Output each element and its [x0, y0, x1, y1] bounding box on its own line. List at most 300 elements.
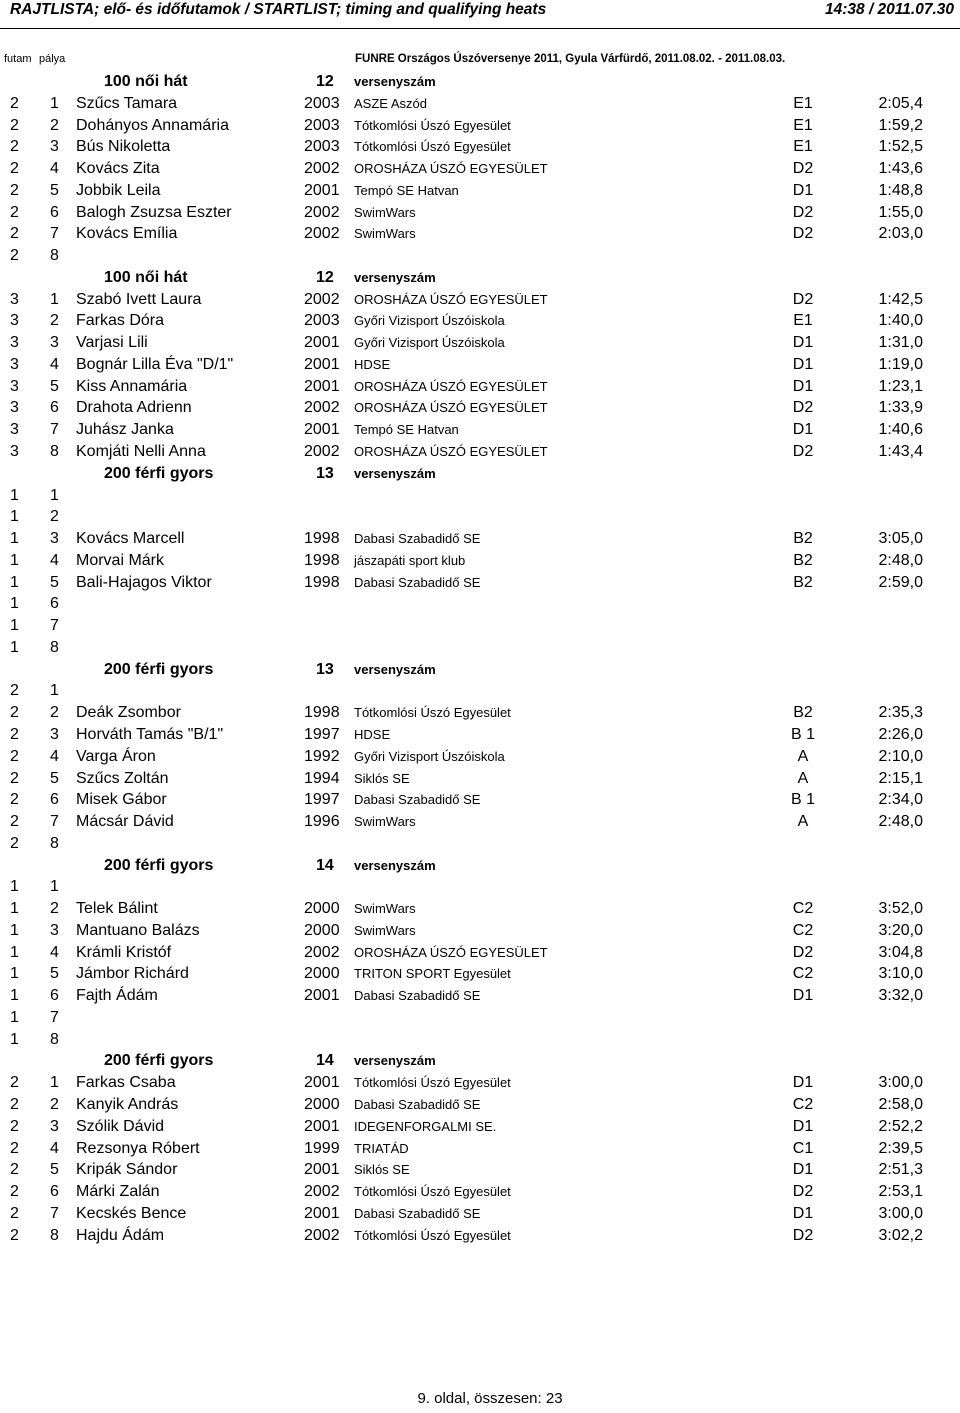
heat-number: 2 — [10, 225, 19, 243]
lane-number: 1 — [50, 878, 59, 896]
table-row — [0, 115, 960, 137]
age-category: B 1 — [790, 791, 815, 809]
birth-year: 2003 — [304, 312, 340, 330]
table-row — [0, 789, 960, 811]
age-category: D2 — [792, 443, 814, 461]
swimmer-name: Szólik Dávid — [76, 1117, 165, 1135]
table-row — [0, 485, 960, 507]
club-name: Dabasi Szabadidő SE — [354, 531, 481, 547]
table-row — [0, 550, 960, 572]
age-category: B2 — [793, 530, 813, 548]
lane-number: 2 — [50, 312, 59, 330]
table-row — [0, 289, 960, 311]
heat-number: 2 — [10, 791, 19, 809]
lane-number: 2 — [50, 704, 59, 722]
table-row — [0, 942, 960, 964]
age-category: D2 — [792, 290, 814, 308]
lane-column-label: pálya — [39, 53, 66, 65]
age-category: D1 — [792, 421, 814, 439]
table-row — [0, 1225, 960, 1247]
swimmer-name: Kanyik András — [76, 1095, 179, 1113]
entry-time: 3:32,0 — [878, 987, 923, 1005]
age-category: D2 — [792, 203, 814, 221]
heat-number: 2 — [10, 1204, 19, 1222]
swimmer-name: Márki Zalán — [76, 1183, 160, 1201]
age-category: D2 — [792, 1226, 814, 1244]
birth-year: 2001 — [304, 1074, 340, 1092]
birth-year: 2000 — [304, 921, 340, 939]
table-row — [0, 419, 960, 441]
club-name: OROSHÁZA ÚSZÓ EGYESÜLET — [354, 291, 548, 307]
heat-number: 3 — [10, 355, 19, 373]
table-row — [0, 1159, 960, 1181]
lane-number: 8 — [50, 638, 59, 656]
age-category: A — [797, 747, 809, 765]
club-name: Dabasi Szabadidő SE — [354, 1205, 481, 1221]
heat-number: 1 — [10, 595, 19, 613]
event-title: 200 férfi gyors — [104, 1052, 214, 1070]
lane-number: 7 — [50, 813, 59, 831]
age-category: E1 — [793, 312, 813, 330]
page-footer: 9. oldal, összesen: 23 — [417, 1390, 563, 1407]
startlist — [0, 71, 960, 1246]
table-row — [0, 615, 960, 637]
heat-number: 2 — [10, 1161, 19, 1179]
lane-number: 3 — [50, 1117, 59, 1135]
heat-column-label: futam — [4, 53, 32, 65]
lane-number: 2 — [50, 508, 59, 526]
age-category: D1 — [792, 1117, 814, 1135]
swimmer-name: Farkas Csaba — [76, 1074, 176, 1092]
swimmer-name: Krámli Kristóf — [76, 943, 172, 961]
swimmer-name: Mácsár Dávid — [76, 813, 174, 831]
lane-number: 7 — [50, 1204, 59, 1222]
lane-number: 4 — [50, 160, 59, 178]
age-category: B 1 — [790, 725, 815, 743]
heat-number: 2 — [10, 203, 19, 221]
heat-number: 2 — [10, 1117, 19, 1135]
lane-number: 6 — [50, 987, 59, 1005]
birth-year: 2003 — [304, 116, 340, 134]
club-name: Tótkomlósi Úszó Egyesület — [354, 705, 511, 721]
table-row — [0, 724, 960, 746]
swimmer-name: Telek Bálint — [76, 900, 158, 918]
entry-time: 1:48,8 — [878, 181, 923, 199]
lane-number: 4 — [50, 943, 59, 961]
age-category: D2 — [792, 225, 814, 243]
table-row — [0, 202, 960, 224]
heat-number: 3 — [10, 334, 19, 352]
swimmer-name: Kovács Marcell — [76, 530, 185, 548]
lane-number: 4 — [50, 551, 59, 569]
club-name: HDSE — [354, 356, 391, 372]
lane-number: 3 — [50, 921, 59, 939]
club-name: Győri Vizisport Úszóiskola — [354, 335, 505, 351]
event-number-label: versenyszám — [354, 661, 436, 677]
birth-year: 1998 — [304, 704, 340, 722]
table-row — [0, 1094, 960, 1116]
heat-number: 2 — [10, 94, 19, 112]
age-category: D1 — [792, 181, 814, 199]
entry-time: 3:05,0 — [878, 530, 923, 548]
birth-year: 2000 — [304, 900, 340, 918]
heat-number: 2 — [10, 138, 19, 156]
table-row — [0, 332, 960, 354]
club-name: OROSHÁZA ÚSZÓ EGYESÜLET — [354, 378, 548, 394]
swimmer-name: Farkas Dóra — [76, 312, 165, 330]
birth-year: 1998 — [304, 551, 340, 569]
entry-time: 1:42,5 — [878, 290, 923, 308]
entry-time: 2:39,5 — [878, 1139, 923, 1157]
birth-year: 2001 — [304, 1161, 340, 1179]
entry-time: 2:48,0 — [878, 813, 923, 831]
lane-number: 5 — [50, 965, 59, 983]
age-category: C2 — [792, 965, 814, 983]
club-name: SwimWars — [354, 922, 416, 938]
lane-number: 3 — [50, 138, 59, 156]
lane-number: 4 — [50, 355, 59, 373]
age-category: C2 — [792, 1095, 814, 1113]
event-number: 12 — [316, 268, 334, 286]
event-number-label: versenyszám — [354, 269, 436, 285]
entry-time: 2:26,0 — [878, 725, 923, 743]
event-number-label: versenyszám — [354, 74, 436, 89]
table-row — [0, 441, 960, 463]
entry-time: 1:59,2 — [878, 116, 923, 134]
entry-time: 1:43,6 — [878, 160, 923, 178]
event-title: 200 férfi gyors — [104, 464, 214, 482]
heat-number: 2 — [10, 1074, 19, 1092]
heat-number: 1 — [10, 1008, 19, 1026]
event-number: 12 — [316, 73, 334, 90]
heat-number: 1 — [10, 921, 19, 939]
entry-time: 3:20,0 — [878, 921, 923, 939]
club-name: Tempó SE Hatvan — [354, 182, 459, 198]
heat-number: 3 — [10, 290, 19, 308]
age-category: B2 — [793, 551, 813, 569]
entry-time: 2:05,4 — [878, 94, 923, 112]
heat-number: 2 — [10, 1183, 19, 1201]
table-row — [0, 136, 960, 158]
swimmer-name: Varga Áron — [76, 747, 156, 765]
age-category: D1 — [792, 1074, 814, 1092]
age-category: D1 — [792, 355, 814, 373]
timestamp: 14:38 / 2011.07.30 — [825, 1, 954, 18]
heat-number: 2 — [10, 1226, 19, 1244]
entry-time: 2:53,1 — [878, 1183, 923, 1201]
birth-year: 1998 — [304, 530, 340, 548]
entry-time: 3:52,0 — [878, 900, 923, 918]
lane-number: 5 — [50, 377, 59, 395]
age-category: A — [797, 813, 809, 831]
birth-year: 1997 — [304, 725, 340, 743]
heat-number: 1 — [10, 943, 19, 961]
birth-year: 1999 — [304, 1139, 340, 1157]
entry-time: 1:52,5 — [878, 138, 923, 156]
heat-number: 2 — [10, 1095, 19, 1113]
heat-number: 1 — [10, 551, 19, 569]
entry-time: 2:34,0 — [878, 791, 923, 809]
lane-number: 3 — [50, 334, 59, 352]
club-name: Tempó SE Hatvan — [354, 422, 459, 438]
entry-time: 1:23,1 — [878, 377, 923, 395]
lane-number: 5 — [50, 573, 59, 591]
table-row — [0, 93, 960, 115]
birth-year: 2000 — [304, 965, 340, 983]
lane-number: 1 — [50, 1074, 59, 1092]
table-row — [0, 223, 960, 245]
club-name: IDEGENFORGALMI SE. — [354, 1118, 497, 1134]
lane-number: 5 — [50, 181, 59, 199]
entry-time: 1:43,4 — [878, 443, 923, 461]
swimmer-name: Kovács Zita — [76, 160, 160, 178]
club-name: TRIATÁD — [354, 1140, 409, 1156]
heat-number: 1 — [10, 508, 19, 526]
club-name: SwimWars — [354, 204, 416, 220]
entry-time: 1:31,0 — [878, 334, 923, 352]
heat-number: 3 — [10, 421, 19, 439]
event-header-row — [0, 267, 960, 289]
club-name: SwimWars — [354, 901, 416, 917]
table-row — [0, 833, 960, 855]
entry-time: 2:51,3 — [878, 1161, 923, 1179]
table-row — [0, 637, 960, 659]
swimmer-name: Jobbik Leila — [76, 181, 161, 199]
swimmer-name: Juhász Janka — [76, 421, 174, 439]
birth-year: 2000 — [304, 1095, 340, 1113]
lane-number: 7 — [50, 421, 59, 439]
entry-time: 1:19,0 — [878, 355, 923, 373]
entry-time: 3:02,2 — [878, 1226, 923, 1244]
swimmer-name: Szabó Ivett Laura — [76, 290, 202, 308]
event-number: 14 — [316, 856, 334, 874]
birth-year: 2001 — [304, 1204, 340, 1222]
club-name: jászapáti sport klub — [354, 552, 466, 568]
event-number: 13 — [316, 660, 334, 678]
table-row — [0, 180, 960, 202]
swimmer-name: Rezsonya Róbert — [76, 1139, 200, 1157]
age-category: C2 — [792, 900, 814, 918]
entry-time: 1:33,9 — [878, 399, 923, 417]
club-name: Tótkomlósi Úszó Egyesület — [354, 1075, 511, 1091]
lane-number: 6 — [50, 203, 59, 221]
event-title: 100 női hát — [104, 73, 188, 90]
event-number-label: versenyszám — [354, 857, 436, 873]
event-title: 100 női hát — [104, 268, 188, 286]
birth-year: 2001 — [304, 1117, 340, 1135]
table-row — [0, 680, 960, 702]
birth-year: 1992 — [304, 747, 340, 765]
entry-time: 2:10,0 — [878, 747, 923, 765]
birth-year: 2001 — [304, 181, 340, 199]
heat-number: 2 — [10, 247, 19, 265]
birth-year: 2001 — [304, 334, 340, 352]
table-row — [0, 920, 960, 942]
table-row — [0, 158, 960, 180]
club-name: Dabasi Szabadidő SE — [354, 1096, 481, 1112]
event-number: 13 — [316, 464, 334, 482]
club-name: SwimWars — [354, 226, 416, 242]
club-name: Győri Vizisport Úszóiskola — [354, 313, 505, 329]
event-header-row — [0, 463, 960, 485]
heat-number: 1 — [10, 638, 19, 656]
swimmer-name: Kecskés Bence — [76, 1204, 187, 1222]
age-category: D1 — [792, 987, 814, 1005]
heat-number: 1 — [10, 573, 19, 591]
entry-time: 3:10,0 — [878, 965, 923, 983]
club-name: Dabasi Szabadidő SE — [354, 988, 481, 1004]
lane-number: 8 — [50, 834, 59, 852]
table-row — [0, 1181, 960, 1203]
lane-number: 1 — [50, 94, 59, 112]
event-number-label: versenyszám — [354, 465, 436, 481]
birth-year: 2002 — [304, 1183, 340, 1201]
heat-number: 2 — [10, 747, 19, 765]
club-name: OROSHÁZA ÚSZÓ EGYESÜLET — [354, 444, 548, 460]
heat-number: 2 — [10, 1139, 19, 1157]
age-category: B2 — [793, 704, 813, 722]
table-row — [0, 310, 960, 332]
event-number-label: versenyszám — [354, 1053, 436, 1069]
heat-number: 2 — [10, 813, 19, 831]
birth-year: 2001 — [304, 377, 340, 395]
club-name: Tótkomlósi Úszó Egyesület — [354, 1184, 511, 1200]
lane-number: 5 — [50, 769, 59, 787]
lane-number: 6 — [50, 595, 59, 613]
birth-year: 1997 — [304, 791, 340, 809]
entry-time: 2:03,0 — [878, 225, 923, 243]
swimmer-name: Kovács Emília — [76, 225, 178, 243]
lane-number: 6 — [50, 1183, 59, 1201]
lane-number: 6 — [50, 791, 59, 809]
birth-year: 2002 — [304, 399, 340, 417]
lane-number: 3 — [50, 725, 59, 743]
heat-number: 2 — [10, 160, 19, 178]
table-row — [0, 1007, 960, 1029]
birth-year: 2002 — [304, 1226, 340, 1244]
entry-time: 3:04,8 — [878, 943, 923, 961]
club-name: OROSHÁZA ÚSZÓ EGYESÜLET — [354, 400, 548, 416]
heat-number: 2 — [10, 682, 19, 700]
event-header-row — [0, 659, 960, 681]
swimmer-name: Hajdu Ádám — [76, 1226, 165, 1244]
heat-number: 1 — [10, 965, 19, 983]
table-row — [0, 898, 960, 920]
lane-number: 7 — [50, 1008, 59, 1026]
lane-number: 2 — [50, 116, 59, 134]
age-category: E1 — [793, 116, 813, 134]
table-row — [0, 1203, 960, 1225]
swimmer-name: Kiss Annamária — [76, 377, 188, 395]
table-row — [0, 811, 960, 833]
club-name: Tótkomlósi Úszó Egyesület — [354, 117, 511, 133]
table-row — [0, 768, 960, 790]
event-header-row — [0, 855, 960, 877]
age-category: E1 — [793, 138, 813, 156]
table-row — [0, 572, 960, 594]
lane-number: 1 — [50, 486, 59, 504]
age-category: D1 — [792, 1204, 814, 1222]
heat-number: 2 — [10, 725, 19, 743]
swimmer-name: Balogh Zsuzsa Eszter — [76, 203, 232, 221]
entry-time: 2:35,3 — [878, 704, 923, 722]
lane-number: 8 — [50, 247, 59, 265]
page-title: RAJTLISTA; elő- és időfutamok / STARTLIST; timing and qualifying heats — [10, 1, 547, 18]
birth-year: 1996 — [304, 813, 340, 831]
swimmer-name: Bognár Lilla Éva "D/1" — [76, 355, 234, 373]
age-category: B2 — [793, 573, 813, 591]
birth-year: 2002 — [304, 943, 340, 961]
lane-number: 2 — [50, 1095, 59, 1113]
club-name: Dabasi Szabadidő SE — [354, 792, 481, 808]
heat-number: 1 — [10, 878, 19, 896]
event-title: 200 férfi gyors — [104, 660, 214, 678]
table-row — [0, 397, 960, 419]
competition-name: FUNRE Országos Úszóversenye 2011, Gyula Várfürdő, 2011.08.02. - 2011.08.03. — [355, 53, 786, 65]
swimmer-name: Bús Nikoletta — [76, 138, 171, 156]
birth-year: 2001 — [304, 421, 340, 439]
table-row — [0, 985, 960, 1007]
club-name: ASZE Aszód — [354, 95, 427, 111]
birth-year: 2002 — [304, 203, 340, 221]
lane-number: 1 — [50, 290, 59, 308]
club-name: SwimWars — [354, 814, 416, 830]
age-category: D1 — [792, 334, 814, 352]
heat-number: 2 — [10, 704, 19, 722]
event-title: 200 férfi gyors — [104, 856, 214, 874]
table-row — [0, 746, 960, 768]
heat-number: 2 — [10, 834, 19, 852]
entry-time: 2:58,0 — [878, 1095, 923, 1113]
birth-year: 2003 — [304, 138, 340, 156]
heat-number: 1 — [10, 1030, 19, 1048]
club-name: OROSHÁZA ÚSZÓ EGYESÜLET — [354, 944, 548, 960]
entry-time: 1:40,6 — [878, 421, 923, 439]
event-header-row — [0, 71, 960, 93]
entry-time: 2:48,0 — [878, 551, 923, 569]
age-category: D2 — [792, 943, 814, 961]
lane-number: 8 — [50, 1030, 59, 1048]
heat-number: 2 — [10, 116, 19, 134]
swimmer-name: Szűcs Zoltán — [76, 769, 169, 787]
lane-number: 4 — [50, 1139, 59, 1157]
club-name: TRITON SPORT Egyesület — [354, 966, 511, 982]
table-row — [0, 1138, 960, 1160]
table-row — [0, 245, 960, 267]
heat-number: 1 — [10, 486, 19, 504]
birth-year: 2002 — [304, 225, 340, 243]
entry-time: 2:59,0 — [878, 573, 923, 591]
heat-number: 1 — [10, 987, 19, 1005]
entry-time: 2:15,1 — [878, 769, 923, 787]
lane-number: 8 — [50, 443, 59, 461]
lane-number: 3 — [50, 530, 59, 548]
table-row — [0, 963, 960, 985]
lane-number: 7 — [50, 617, 59, 635]
age-category: E1 — [793, 94, 813, 112]
table-row — [0, 506, 960, 528]
table-row — [0, 1029, 960, 1051]
table-row — [0, 876, 960, 898]
age-category: C2 — [792, 921, 814, 939]
swimmer-name: Mantuano Balázs — [76, 921, 200, 939]
table-row — [0, 593, 960, 615]
club-name: OROSHÁZA ÚSZÓ EGYESÜLET — [354, 161, 548, 177]
club-name: Siklós SE — [354, 1162, 410, 1178]
swimmer-name: Misek Gábor — [76, 791, 167, 809]
swimmer-name: Dohányos Annamária — [76, 116, 229, 134]
club-name: Siklós SE — [354, 770, 410, 786]
